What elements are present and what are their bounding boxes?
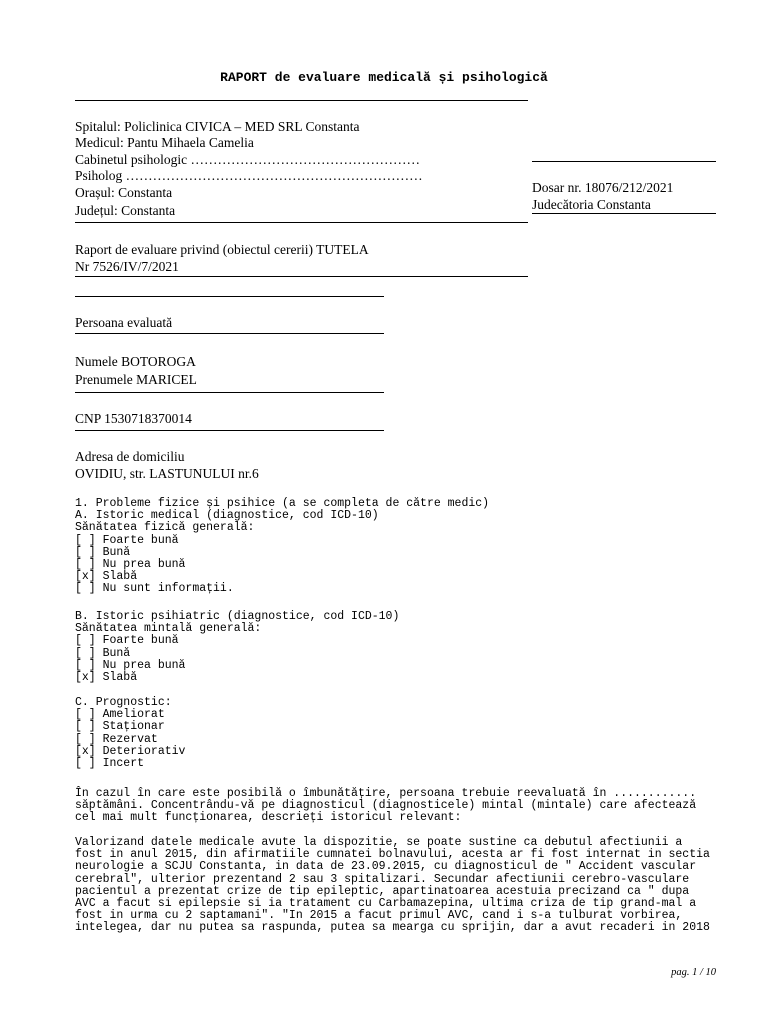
psychologist-line: Psiholog ………………………………………………………… [75, 168, 423, 183]
text-line: AVC a facut si epilepsie si ia tratament cu Carbamazepina, ultima criza de tip grand-mal a [75, 897, 697, 911]
divider [75, 333, 384, 334]
checkbox-option: [ ] Bună [75, 545, 131, 559]
checkbox-option: [x] Deteriorativ [75, 744, 186, 758]
hospital-line: Spitalul: Policlinica CIVICA – MED SRL Constanta [75, 119, 360, 134]
divider [532, 161, 716, 162]
report-subject: Raport de evaluare privind (obiectul cererii) TUTELA [75, 242, 369, 257]
text-line: Sănătatea fizică generală: [75, 521, 255, 535]
checkbox-option: [ ] Rezervat [75, 732, 158, 746]
document-title: RAPORT de evaluare medicală și psihologică [220, 70, 548, 85]
person-firstname: Prenumele MARICEL [75, 372, 197, 387]
report-number: Nr 7526/IV/7/2021 [75, 259, 179, 274]
checkbox-option: [x] Slabă [75, 570, 138, 584]
divider [75, 430, 384, 431]
checkbox-option: [x] Slabă [75, 671, 138, 685]
paragraph-reevaluation [75, 788, 696, 825]
text-line: fost in anul 2015, din afirmatiile cumnatei bolnavului, acesta ar fi fost internat in sectia [75, 848, 710, 862]
section-psychiatric-history [75, 611, 399, 684]
person-heading: Persoana evaluată [75, 315, 173, 330]
text-line: cerebral", ulterior prezentand 2 sau 3 spitalizari. Secundar afectiunii cerebro-vasculare [75, 872, 690, 886]
text-line: intelegea, dar nu putea sa raspunda, putea sa mearga cu sprijin, dar a avut recaderi in 2018 [75, 921, 710, 935]
text-line: cel mai mult funcționarea, descrieți istoricul relevant: [75, 811, 462, 825]
checkbox-option: [ ] Staționar [75, 720, 165, 734]
court-name: Judecătoria Constanta [532, 197, 651, 212]
person-surname: Numele BOTOROGA [75, 354, 196, 369]
checkbox-option: [ ] Foarte bună [75, 533, 179, 547]
divider [75, 276, 528, 277]
section-medical-history [75, 498, 489, 596]
divider [75, 100, 528, 101]
county-line: Județul: Constanta [75, 203, 176, 218]
case-number: Dosar nr. 18076/212/2021 [532, 180, 674, 195]
divider [75, 392, 384, 393]
divider [75, 222, 528, 223]
text-line: 1. Probleme fizice și psihice (a se completa de către medic) [75, 497, 490, 510]
page-number: pag. 1 / 10 [671, 967, 716, 978]
city-line: Orașul: Constanta [75, 185, 173, 200]
divider [75, 296, 384, 297]
text-line: A. Istoric medical (diagnostice, cod ICD-10) [75, 509, 379, 523]
checkbox-option: [ ] Bună [75, 646, 131, 660]
text-line: Sănătatea mintală generală: [75, 622, 262, 636]
text-line: pacientul a prezentat crize de tip epileptic, apartinatoarea acestuia precizand ca " dupa [75, 884, 690, 898]
text-line: Valorizand datele medicale avute la dispozitie, se poate sustine ca debutul afectiunii a [75, 836, 683, 849]
doctor-line: Medicul: Pantu Mihaela Camelia [75, 135, 254, 150]
paragraph-history [75, 837, 710, 935]
text-line: săptămâni. Concentrându-vă pe diagnosticul (diagnosticele) mintal (mintale) care afectează [75, 799, 697, 813]
checkbox-option: [ ] Nu sunt informații. [75, 582, 234, 596]
divider [532, 213, 716, 214]
text-line: C. Prognostic: [75, 696, 172, 709]
address-value: OVIDIU, str. LASTUNULUI nr.6 [75, 466, 259, 481]
checkbox-option: [ ] Foarte bună [75, 634, 179, 648]
address-label: Adresa de domiciliu [75, 449, 185, 464]
checkbox-option: [ ] Nu prea bună [75, 558, 186, 572]
text-line: În cazul în care este posibilă o îmbunătățire, persoana trebuie reevaluată în ............ [75, 787, 697, 800]
cabinet-line: Cabinetul psihologic …………………………………………… [75, 152, 420, 167]
text-line: B. Istoric psihiatric (diagnostice, cod ICD-10) [75, 610, 400, 623]
text-line: fost in urma cu 2 saptamani". "In 2015 a facut primul AVC, cand i s-a tulburat vorbirea, [75, 909, 683, 923]
text-line: neurologie a SCJU Constanta, in data de 23.09.2015, cu diagnosticul de " Accident vascular [75, 860, 697, 874]
checkbox-option: [ ] Incert [75, 757, 145, 771]
person-cnp: CNP 1530718370014 [75, 411, 192, 426]
section-prognostic [75, 697, 185, 770]
checkbox-option: [ ] Nu prea bună [75, 658, 186, 672]
checkbox-option: [ ] Ameliorat [75, 708, 165, 722]
